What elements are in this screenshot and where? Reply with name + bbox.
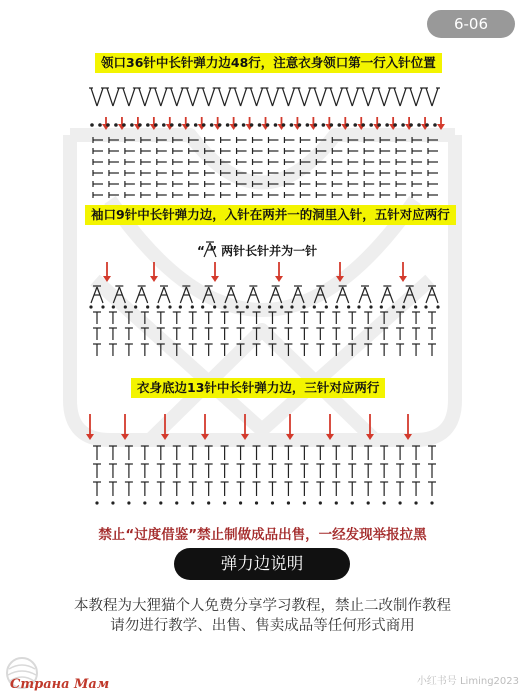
chain-dot	[191, 501, 194, 504]
hem-row-stitch	[316, 482, 324, 496]
hem-row-stitch	[348, 446, 356, 460]
chain-dot	[175, 501, 178, 504]
hem-row-stitch	[109, 446, 117, 460]
arrow-down-icon	[366, 414, 374, 440]
chain-dot	[367, 501, 370, 504]
decrease-symbol-note-text: “ ” 两针长针并为一针	[197, 244, 318, 258]
hem-row-stitch	[173, 464, 181, 478]
hem-row-stitch	[268, 482, 276, 496]
hem-row-stitch	[205, 482, 213, 496]
hem-row-stitch	[316, 446, 324, 460]
chain-dot	[143, 501, 146, 504]
section-1-label: 领口36针中长针弹力边48行，注意衣身领口第一行入针位置	[95, 53, 442, 73]
hem-row-stitch	[316, 464, 324, 478]
hem-row-stitch	[300, 482, 308, 496]
hem-row-stitch	[380, 446, 388, 460]
arrow-down-icon	[121, 414, 129, 440]
hem-row-stitch	[253, 482, 261, 496]
chain-dot	[111, 501, 114, 504]
hem-row-stitch	[221, 446, 229, 460]
chain-dot	[398, 501, 401, 504]
section-3-label: 衣身底边13针中长针弹力边，三针对应两行	[131, 378, 385, 398]
hem-row-stitch	[93, 482, 101, 496]
chain-dot	[239, 501, 242, 504]
hem-row-stitch	[125, 482, 133, 496]
hem-row-stitch	[268, 464, 276, 478]
hem-row-stitch	[300, 464, 308, 478]
hem-row-stitch	[109, 464, 117, 478]
hem-row-stitch	[428, 446, 436, 460]
hem-row-stitch	[253, 464, 261, 478]
hem-row-stitch	[412, 446, 420, 460]
hem-row-stitch	[157, 464, 165, 478]
hem-row-stitch	[332, 482, 340, 496]
hem-row-stitch	[412, 464, 420, 478]
hem-row-stitch	[428, 464, 436, 478]
hem-row-stitch	[380, 464, 388, 478]
hem-row-stitch	[348, 464, 356, 478]
hem-row-stitch	[141, 482, 149, 496]
hem-row-stitch	[412, 482, 420, 496]
hem-row-stitch	[332, 446, 340, 460]
hem-row-stitch	[173, 482, 181, 496]
hem-row-stitch	[237, 482, 245, 496]
section-title-pill: 弹力边说明	[174, 548, 350, 580]
chain-dot	[287, 501, 290, 504]
hem-row-stitch	[205, 446, 213, 460]
hem-row-stitch	[284, 482, 292, 496]
chain-dot	[383, 501, 386, 504]
hem-row-stitch	[189, 446, 197, 460]
chain-dot	[159, 501, 162, 504]
chain-dot	[414, 501, 417, 504]
chain-dot	[207, 501, 210, 504]
hem-row-stitch	[428, 482, 436, 496]
hem-row-stitch	[284, 446, 292, 460]
hem-row-stitch	[205, 464, 213, 478]
chain-dot	[335, 501, 338, 504]
hem-row-stitch	[125, 464, 133, 478]
hem-row-stitch	[364, 464, 372, 478]
arrow-down-icon	[326, 414, 334, 440]
hem-row-stitch	[237, 464, 245, 478]
hem-row-stitch	[364, 482, 372, 496]
hem-row-stitch	[364, 446, 372, 460]
hem-row-stitch	[189, 464, 197, 478]
usage-notes	[0, 596, 525, 636]
corner-watermark: 小红书号 Liming2023	[416, 676, 519, 687]
arrow-down-icon	[161, 414, 169, 440]
hem-row-stitch	[141, 464, 149, 478]
usage-note-line-2: 请勿进行教学、出售、售卖成品等任何形式商用	[110, 618, 415, 634]
hem-row-stitch	[157, 482, 165, 496]
hem-row-stitch	[332, 464, 340, 478]
hem-row-stitch	[141, 446, 149, 460]
hem-row-stitch	[125, 446, 133, 460]
chain-dot	[95, 501, 98, 504]
brand-name: Страна Мам	[10, 677, 110, 692]
arrow-down-icon	[201, 414, 209, 440]
hem-row-stitch	[396, 446, 404, 460]
brand-logo	[4, 653, 154, 697]
chain-dot	[127, 501, 130, 504]
hem-row-stitch	[300, 446, 308, 460]
hem-row-stitch	[157, 446, 165, 460]
hem-row-stitch	[380, 482, 388, 496]
hem-row-stitch	[109, 482, 117, 496]
hem-row-stitch	[348, 482, 356, 496]
chain-dot	[303, 501, 306, 504]
chain-dot	[351, 501, 354, 504]
hem-row-stitch	[221, 482, 229, 496]
section-2-label: 袖口9针中长针弹力边，入针在两并一的洞里入针，五针对应两行	[85, 205, 456, 225]
copyright-warning: 禁止“过度借鉴”禁止制做成品出售，一经发现举报拉黑	[98, 527, 427, 543]
page-number-badge: 6-06	[427, 10, 515, 38]
chain-dot	[319, 501, 322, 504]
arrow-down-icon	[404, 414, 412, 440]
usage-note-line-1: 本教程为大狸猫个人免费分享学习教程，禁止二改制作教程	[74, 598, 451, 614]
hem-row-stitch	[221, 464, 229, 478]
chain-dot	[255, 501, 258, 504]
hem-row-stitch	[93, 464, 101, 478]
hem-row-stitch	[268, 446, 276, 460]
arrow-down-icon	[86, 414, 94, 440]
hem-row-stitch	[93, 446, 101, 460]
hem-row-stitch	[173, 446, 181, 460]
arrow-down-icon	[286, 414, 294, 440]
hem-row-stitch	[237, 446, 245, 460]
hem-row-stitch	[396, 482, 404, 496]
hem-row-stitch	[396, 464, 404, 478]
hem-row-stitch	[189, 482, 197, 496]
chain-dot	[271, 501, 274, 504]
hem-row-stitch	[284, 464, 292, 478]
chain-dot	[430, 501, 433, 504]
arrow-down-icon	[241, 414, 249, 440]
chain-dot	[223, 501, 226, 504]
hem-row-stitch	[253, 446, 261, 460]
